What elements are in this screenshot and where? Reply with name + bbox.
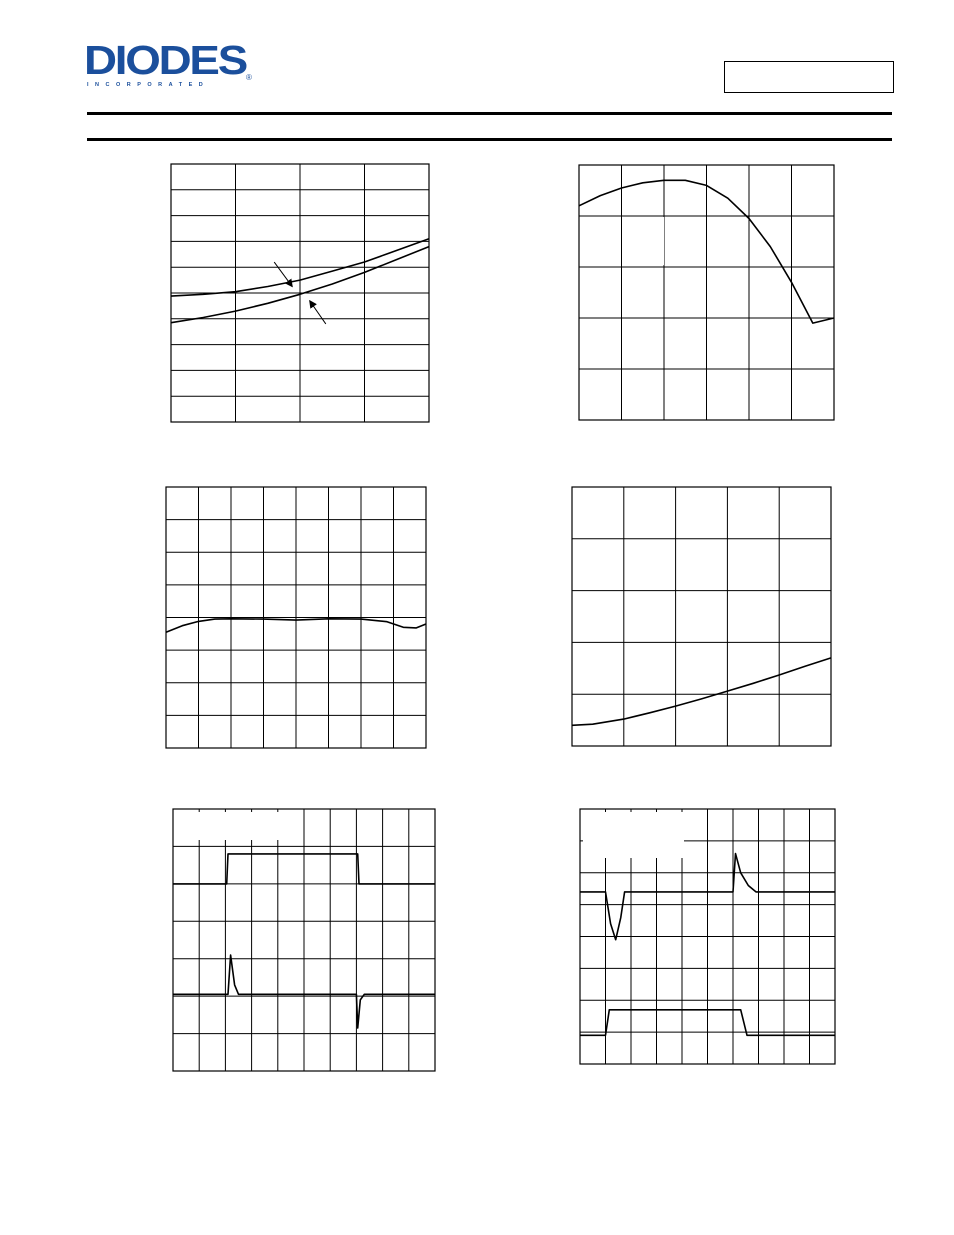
label-area [176,812,303,840]
header-rule-top [87,112,892,115]
grid [579,165,834,420]
chart-4 [564,479,839,754]
label-area [624,217,664,265]
series-line-1 [572,658,831,725]
grid [572,487,831,746]
grid [173,809,435,1071]
chart-2 [571,157,842,428]
company-logo [84,40,256,88]
label-area [583,812,684,858]
chart-5 [165,801,443,1079]
annotation-arrow [310,301,326,324]
part-number-box [724,61,894,93]
chart-1 [163,156,437,430]
chart-6 [572,801,843,1072]
logo-subtitle: INCORPORATED [87,82,210,88]
plot-frame [572,487,831,746]
logo-wordmark: DIODES [84,40,247,83]
logo-registered-mark: ® [246,73,252,82]
grid [166,487,426,748]
header-rule-bottom [87,138,892,141]
chart-3 [158,479,434,756]
